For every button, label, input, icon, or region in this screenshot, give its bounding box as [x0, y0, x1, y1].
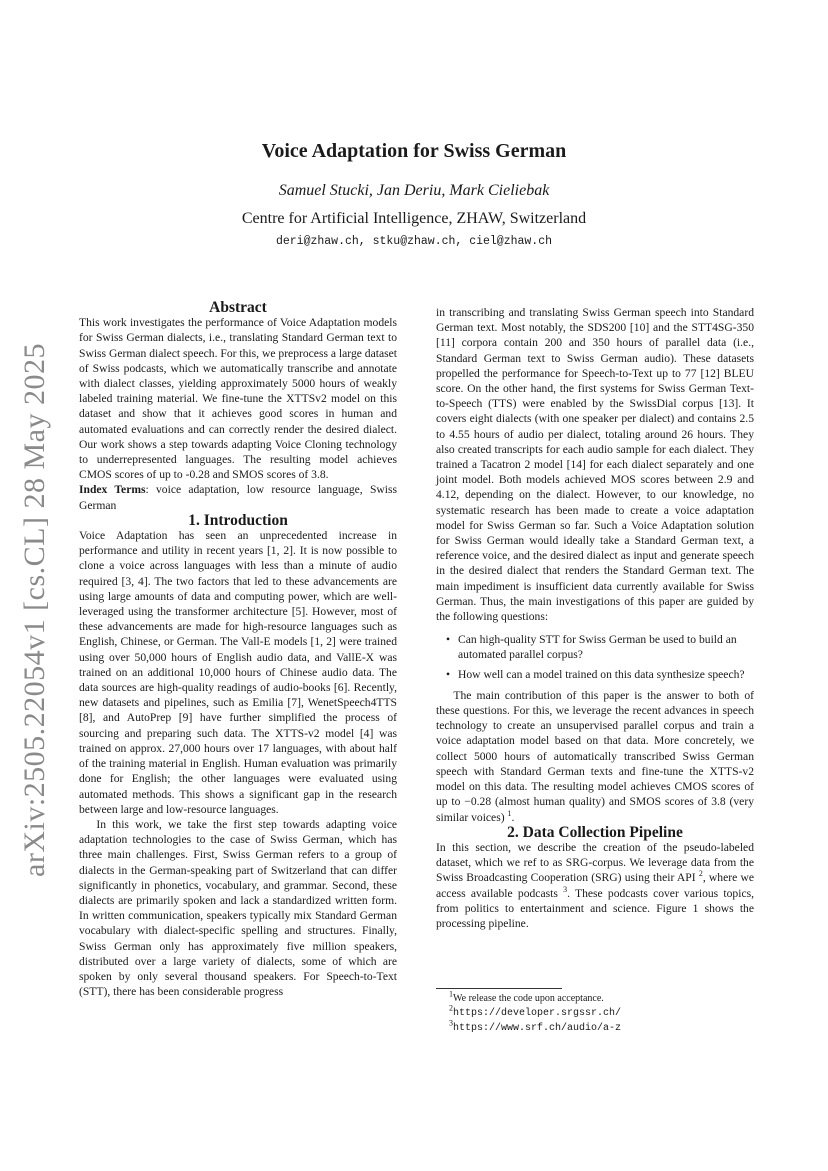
footnote-divider: [436, 988, 562, 989]
footnote-ref-2: 2: [698, 869, 703, 879]
intro-paragraph-4: The main contribution of this paper is the answer to both of these questions. For this, we leverage the recent advances in speech technology to create an unsupervised parallel corpus and train a voice adaptation model based on that data. More concretely, we collect 5000 hours of automatically transcribed Swiss German speech with Standard German texts and fine-tune the XTTS-v2 model on this data. The resulting model achieves CMOS scores of up to −0.28 (almost human quality) and SMOS scores of 3.8 (very similar voices) $^1$.: [436, 688, 754, 824]
footnote-ref-1: 1: [507, 808, 512, 818]
data-pipeline-heading: 2. Data Collection Pipeline: [507, 823, 683, 841]
footnote-2-link[interactable]: https://developer.srgssr.ch/: [453, 1008, 622, 1019]
bullet-icon: •: [446, 667, 451, 681]
intro-paragraph-2: In this work, we take the first step towards adapting voice adaptation technologies to the case of Swiss German, which has three main challenges. First, Swiss German refers to a group of dialects in the German-speaking part of Switzerland that can differ significantly in phonetics, vocabulary, and grammar. Second, these dialects are primarily spoken and lack a standardized written form. In written communication, speakers typically mix Standard German vocabulary with dialect-specific spelling and structures. Finally, Swiss German only has approximately five million speakers, distributed over a large variety of dialects, some of which are spoken by only several thousand speakers. For Speech-to-Text (STT), there has been considerable progress: [79, 817, 397, 999]
footnote-2: $^2$https://developer.srgssr.ch/: [449, 1003, 622, 1019]
index-terms-label: Index Terms: [79, 483, 146, 497]
data-pipeline-paragraph: In this section, we describe the creation of the pseudo-labeled dataset, which we ref to as SRG-corpus. We leverage data from the Swiss Broadcasting Cooperation (SRG) using their API $^2$, where we access available podcasts $^3$. These podcasts cover various topics, from politics to entertainment and science. Figure 1 shows the processing pipeline.: [436, 840, 754, 930]
index-terms: [79, 482, 397, 512]
list-item: • How well can a model trained on this data synthesize speech?: [446, 667, 745, 681]
left-column: [79, 300, 397, 999]
abstract-text: This work investigates the performance of Voice Adaptation models for Swiss German dialects, i.e., translating Standard German text to Swiss German dialect speech. For this, we preprocess a large dataset of Swiss podcasts, which we automatically transcribe and annotate with dialect classes, yielding approximately 5000 hours of weakly labeled training material. We fine-tune the XTTSv2 model on this dataset and show that it achieves good scores in human and automated evaluations and can correctly render the desired dialect. Our work shows a step towards adapting Voice Cloning technology to underrepresented languages. The resulting model achieves CMOS scores of up to -0.28 and SMOS scores of 3.8.: [79, 316, 397, 482]
author-emails: deri@zhaw.ch, stku@zhaw.ch, ciel@zhaw.ch: [275, 235, 553, 248]
paper-title: Voice Adaptation for Swiss German: [261, 140, 567, 162]
footnote-1: $^1$We release the code upon acceptance.: [449, 989, 604, 1004]
index-terms-text: : voice adaptation, low resource language, Swiss German: [79, 483, 398, 512]
footnote-3: $^3$https://www.srf.ch/audio/a-z: [449, 1018, 622, 1034]
arxiv-stamp: [10, 340, 60, 880]
intro-paragraph-1: Voice Adaptation has seen an unprecedented increase in performance and utility in recent years [1, 2]. It is now possible to clone a voice across languages with less than a minute of audio required [3, 4]. The two factors that led to these advancements are using large amounts of data and computing power, which are well-leveraged using the transformer architecture [5]. However, most of these advancements are made for high-resource languages such as English, Chinese, or German. The Vall-E models [1, 2] were trained using over 50,000 hours of English audio data, and VallE-X was trained on an additional 10,000 hours of Chinese audio data. The data sources are high-quality readings of audio-books [6]. Recently, new datasets and pipelines, such as Emilia [7], WenetSpeech4TTS [8], and AutoPrep [9] have further simplified the process of sourcing and preparing such data. The XTTS-v2 model [4] was trained on approx. 27,000 hours over 17 languages, with about half of the training material in English. Human evaluation was primarily done for English; the other languages were evaluated using automated methods. This shows a significant gap in the research between large and low-resource languages.: [79, 529, 397, 816]
affiliation: Centre for Artificial Intelligence, ZHAW, Switzerland: [241, 210, 587, 227]
question-list: [436, 632, 754, 682]
footnote-ref-3: 3: [563, 884, 568, 894]
footnote-3-link[interactable]: https://www.srf.ch/audio/a-z: [453, 1023, 622, 1034]
list-item: • Can high-quality STT for Swiss German be used to build an automated parallel corpus?: [446, 633, 737, 662]
intro-paragraph-3: in transcribing and translating Swiss German speech into Standard German text. Most notably, the SDS200 [10] and the STT4SG-350 [11] corpora contain 200 and 350 hours of parallel data (i.e., Standard German text to Swiss German audio). These datasets propelled the performance for Speech-to-Text up to 77 [12] BLEU score. On the other hand, the first systems for Swiss German Text-to-Speech (TTS) were enabled by the SwissDial corpus [13]. It covers eight dialects (with one speaker per dialect) and contains 2.5 to 4.55 hours of audio per dialect, totaling around 26 hours. They also created transcripts for each audio sample for each dialect. They trained a Tacatron 2 model [14] for each dialect separately and one joint model. Both models achieved MOS scores between 2.9 and 4.12, depending on the dialect. However, to our knowledge, no systematic research has been made to create a voice adaptation model for Swiss German so far. Such a Voice Adaptation solution for Swiss German would ideally take a Standard German text, a reference voice, and the desired dialect as input and generate speech in the desired dialect that renders the Standard German text. The main impediment is insufficient data currently available for Swiss German. Thus, the main investigations of this paper are guided by the following questions:: [436, 306, 754, 624]
arxiv-stamp-text: arXiv:2505.22054v1 [cs.CL] 28 May 2025: [18, 343, 51, 877]
footnotes: [436, 988, 756, 1036]
abstract-heading: Abstract: [209, 299, 267, 316]
author-list: Samuel Stucki, Jan Deriu, Mark Cieliebak: [278, 182, 550, 199]
right-column: [436, 305, 754, 931]
bullet-icon: •: [446, 633, 451, 647]
introduction-heading: 1. Introduction: [188, 511, 288, 529]
